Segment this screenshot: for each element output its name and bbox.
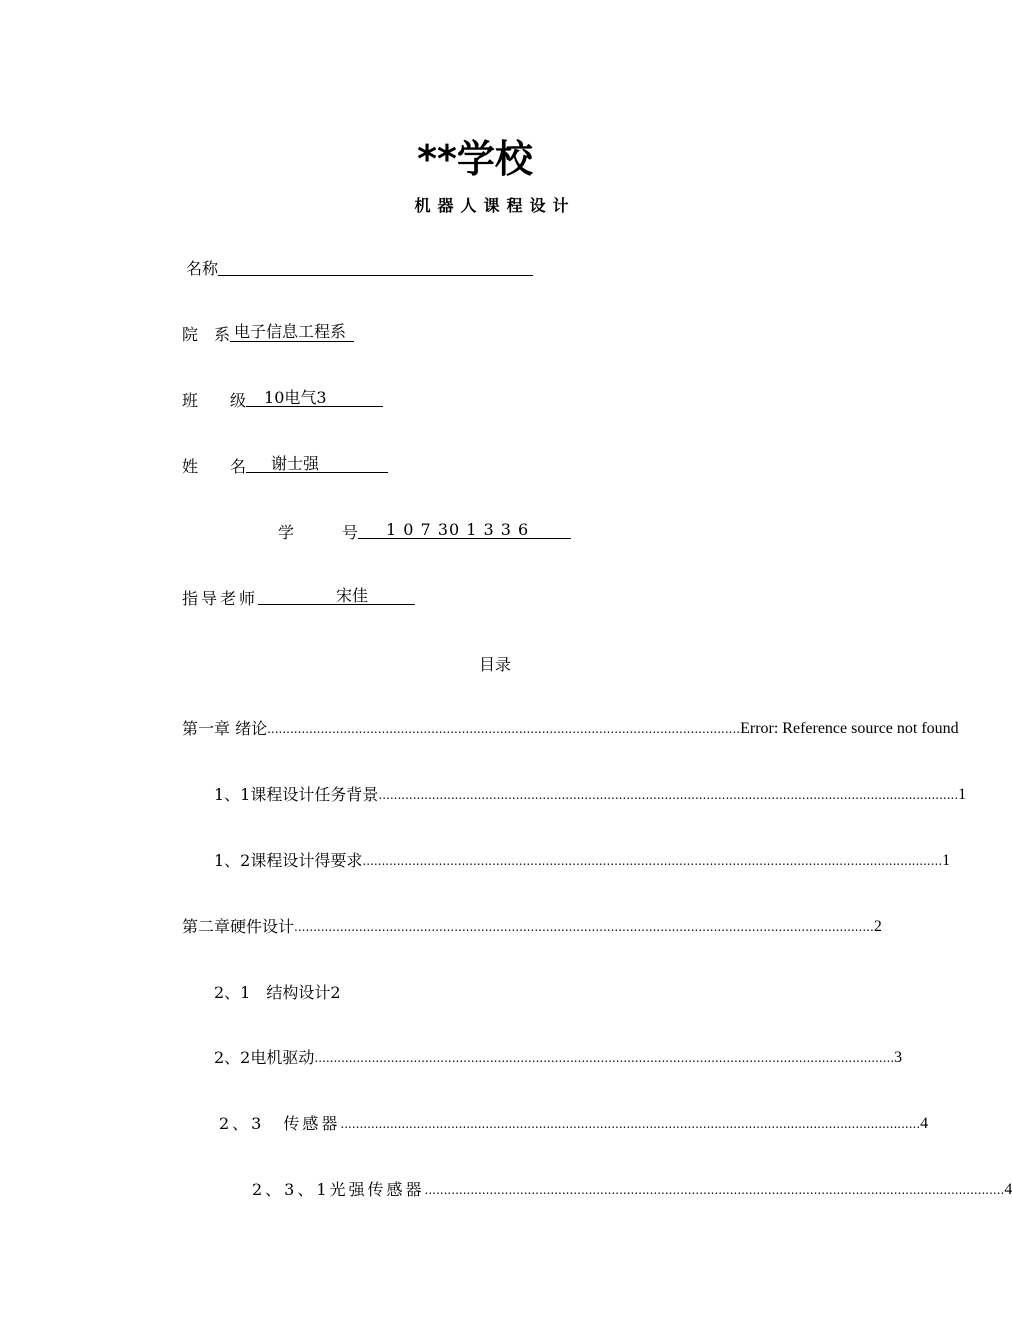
student-label: 姓 名 <box>182 457 247 476</box>
toc-entry[interactable] <box>182 718 959 740</box>
toc-entry[interactable] <box>214 784 967 806</box>
toc-entry[interactable] <box>214 1047 903 1069</box>
toc-leader-dots: ........................................................................................................................................................ <box>340 1117 921 1131</box>
toc-entry-page: 3 <box>894 1049 903 1066</box>
toc-entry-text: 2、3 传感器 <box>219 1114 341 1133</box>
toc-leader-dots: ............................................................................................................................ <box>267 722 741 736</box>
name-label: 名称 <box>186 259 219 278</box>
toc-title: 目录 <box>478 655 511 674</box>
toc-entry-text: 2、1 结构设计2 <box>214 983 341 1002</box>
id-field <box>278 521 571 545</box>
toc-entry-text: 1、1课程设计任务背景 <box>214 785 379 804</box>
advisor-label: 指导老师 <box>182 589 259 608</box>
toc-entry-page: 1 <box>958 786 967 803</box>
student-field <box>182 455 388 479</box>
toc-leader-dots: ........................................................................................................................................................ <box>362 854 943 868</box>
dept-value: 电子信息工程系 <box>230 323 354 342</box>
student-value: 谢士强 <box>246 455 388 473</box>
advisor-field <box>182 587 415 611</box>
school-title: **学校 <box>417 137 533 181</box>
toc-entry[interactable] <box>214 850 951 872</box>
toc-entry-text: 2、3、1光强传感器 <box>252 1180 425 1199</box>
id-value: 1 0 7 30 1 3 3 6 <box>358 521 571 539</box>
toc-entry[interactable] <box>219 1113 929 1135</box>
toc-entry-page: Error: Reference source not found <box>740 720 959 737</box>
toc-entry-text: 第一章 绪论 <box>182 719 268 738</box>
dept-label: 院 系 <box>182 325 231 344</box>
toc-entry-page: 1 <box>942 852 951 869</box>
class-field <box>182 389 383 413</box>
toc-leader-dots: ........................................................................................................................................................ <box>378 788 959 802</box>
class-label: 班 级 <box>182 391 247 410</box>
toc-entry[interactable] <box>252 1179 1012 1201</box>
toc-entry-page: 4 <box>920 1115 929 1132</box>
toc-entry-page: 2 <box>873 918 882 935</box>
toc-entry[interactable] <box>182 916 882 938</box>
advisor-value: 宋佳 <box>258 587 415 605</box>
toc-leader-dots: ........................................................................................................................................................ <box>424 1183 1005 1197</box>
toc-entry-text: 1、2课程设计得要求 <box>214 851 363 870</box>
dept-field <box>182 323 354 347</box>
toc-entry-text: 第二章硬件设计 <box>182 917 295 936</box>
toc-entry[interactable] <box>214 982 806 1004</box>
class-value: 10电气3 <box>246 389 383 407</box>
toc-leader-dots: ........................................................................................................................................................ <box>314 1051 895 1065</box>
id-label: 学 号 <box>278 523 359 542</box>
name-field <box>186 257 533 281</box>
course-subtitle: 机器人课程设计 <box>414 196 576 215</box>
toc-entry-text: 2、2电机驱动 <box>214 1048 315 1067</box>
name-line <box>218 257 533 276</box>
toc-entry-page: 4 <box>1004 1181 1012 1198</box>
toc-leader-dots: ........................................................................................................................................................ <box>294 920 874 934</box>
